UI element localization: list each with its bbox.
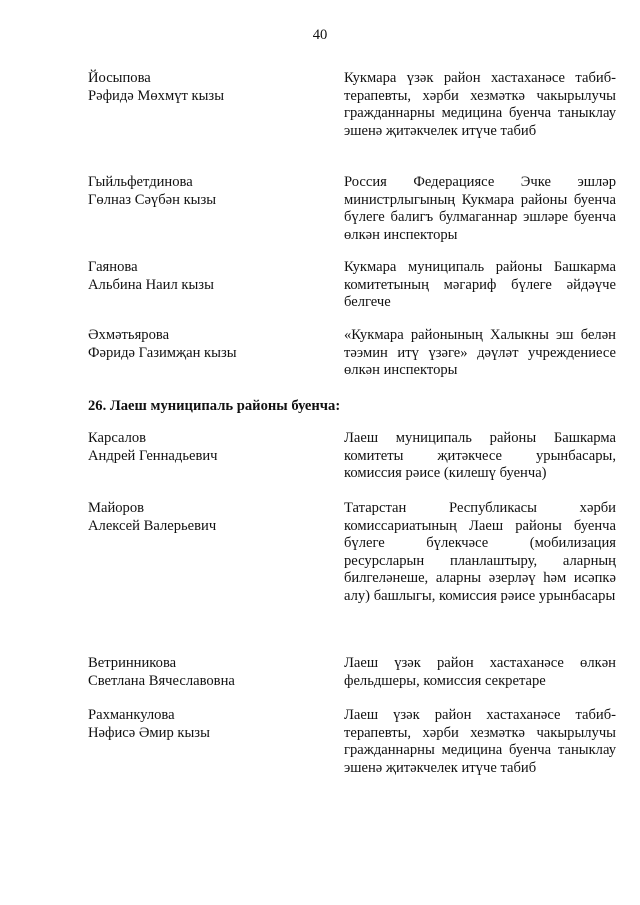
member-surname: Йосыпова <box>88 70 151 86</box>
member-name <box>88 259 328 294</box>
member-name <box>88 70 328 105</box>
member-surname: Майоров <box>88 500 145 516</box>
member-given-name: Фәридә Газимҗан кызы <box>88 344 237 361</box>
member-surname: Карсалов <box>88 430 147 446</box>
member-given-name: Андрей Геннадьевич <box>88 447 218 464</box>
member-given-name: Алексей Валерьевич <box>88 517 217 534</box>
section-heading: 26. Лаеш муниципаль районы буенча: <box>88 398 341 414</box>
page-number: 40 <box>312 27 328 43</box>
member-surname: Әхмәтьярова <box>88 327 170 343</box>
member-surname: Гыйльфетдинова <box>88 174 193 190</box>
member-surname: Рахманкулова <box>88 707 175 723</box>
member-role: Татарстан Республикасы хәрби комиссариатының Лаеш районы буенча бүлеге бүлекчәсе (мобилизация ресурсларын планлаштыру, аларның билгеләнешe, аларны әзерләү һәм исәпкә алу) башлыгы, комиссия рәисе урынбасары <box>344 500 616 604</box>
member-name <box>88 655 328 690</box>
member-surname: Гаянова <box>88 259 138 275</box>
member-role: «Кукмара районының Халыкны эш белән тәэмин итү үзәге» дәүләт учреждениесе өлкән инспекторы <box>344 327 616 379</box>
member-role: Лаеш муниципаль районы Башкарма комитеты җитәкчесе урынбасары, комиссия рәисе (килешү буенча) <box>344 430 616 482</box>
member-name <box>88 430 328 465</box>
member-name <box>88 327 328 362</box>
member-name <box>88 500 328 535</box>
member-given-name: Рәфидә Мөхмүт кызы <box>88 87 225 104</box>
member-given-name: Нәфисә Әмир кызы <box>88 724 210 741</box>
member-role: Россия Федерациясе Эчке эшләр министрлыгының Кукмара районы буенча бүлеге балигъ булмаганнар эшләре буенча өлкән инспекторы <box>344 174 616 243</box>
member-name <box>88 174 328 209</box>
member-given-name: Гөлназ Сәүбән кызы <box>88 191 217 208</box>
member-role: Кукмара муниципаль районы Башкарма комитетының мәгариф бүлеге әйдәүче белгече <box>344 259 616 311</box>
member-given-name: Альбина Наил кызы <box>88 276 214 293</box>
member-surname: Ветринникова <box>88 655 177 671</box>
member-role: Лаеш үзәк район хастаханәсе өлкән фельдшеры, комиссия секретаре <box>344 655 616 689</box>
member-role: Кукмара үзәк район хастаханәсе табиб-терапевты, хәрби хезмәткә чакырылучы гражданнарны медицина буенча таныклау эшенә җитәкчелек итүче табиб <box>344 70 616 139</box>
member-role: Лаеш үзәк район хастаханәсе табиб-терапевты, хәрби хезмәткә чакырылучы гражданнарны медицина буенча таныклау эшенә җитәкчелек итүче табиб <box>344 707 616 776</box>
member-given-name: Светлана Вячеславовна <box>88 672 235 689</box>
member-name <box>88 707 328 742</box>
